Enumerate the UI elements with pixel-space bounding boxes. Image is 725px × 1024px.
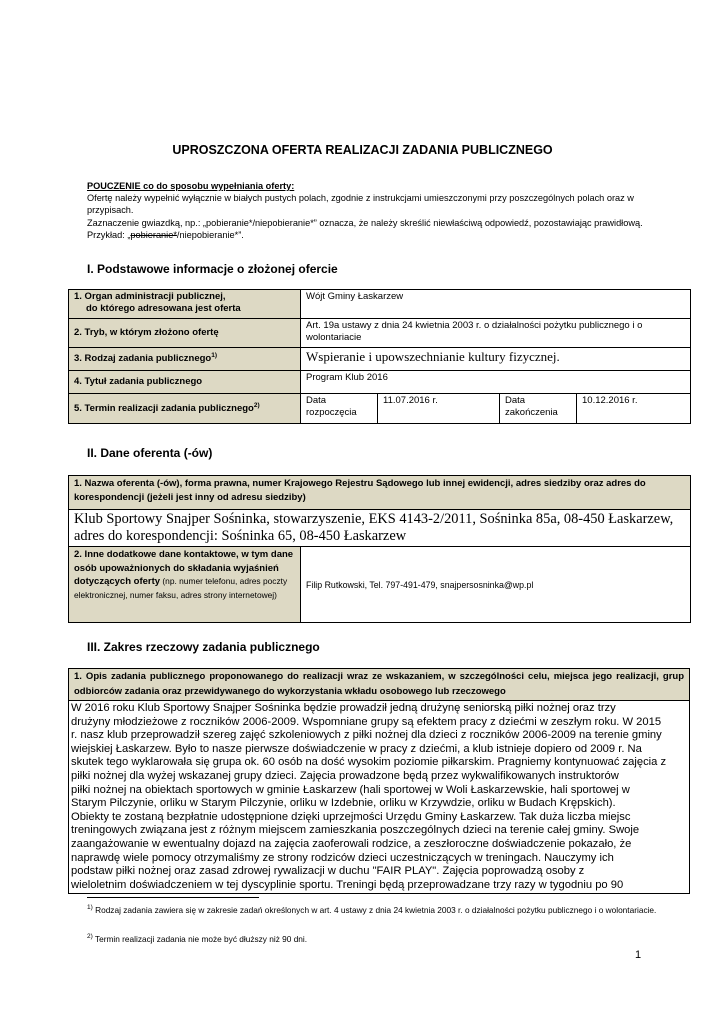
organ-label-a: 1. Organ administracji publicznej, [74,291,226,302]
table-row [69,319,691,348]
instructions-line2-end: /niepobieranie*”. [176,229,244,240]
section3-heading: III. Zakres rzeczowy zadania publicznego [87,640,320,654]
task-title-value[interactable]: Program Klub 2016 [301,371,691,394]
table-row [69,701,690,894]
contact-label [69,547,301,623]
instructions-line2 [87,217,649,241]
instructions-line2-text: Zaznaczenie gwiazdką, np.: „pobieranie*/niepobieranie*” oznacza, że należy skreślić niewłaściwą odpowiedź, pozostawiając prawidłową. Przykład: „ [87,217,643,240]
scope-table [68,668,690,894]
offeror-table [68,475,691,623]
page-number: 1 [635,949,642,961]
footnote-2-text: Termin realizacji zadania nie może być dłuższy niż 90 dni. [92,934,308,944]
task-type-label-text: 3. Rodzaj zadania publicznego [74,353,212,364]
task-title-label: 4. Tytuł zadania publicznego [69,371,301,394]
term-label [69,394,301,424]
task-description-value[interactable]: W 2016 roku Klub Sportowy Snajper Sośninka będzie prowadził jedną drużynę seniorską piłki nożnej oraz trzy drużyny młodzieżowe z roczników 2006-2009. Wspomniane grupy są efektem pracy z dziećmi w zeszłym roku. W 2015 r. nasz klub przeprowadził szereg zajęć szkoleniowych z piłki nożnej dla dzieci z roczników 2006-2009 na terenie gminy wiejskiej Łaskarzew. Było to nasze pierwsze doświadczenie w pracy z dziećmi, a klub istnieje dopiero od 2009 r. Na skutek tego wyklarowała się grupa ok. 60 osób na dość wysokim poziomie piłkarskim. Pragniemy kontynuować zajęcia z piłki nożnej dla wyżej wskazanej grupy dzieci. Zajęcia prowadzone będą przez wykwalifikowanych instruktorów piłki nożnej na obiektach sportowych w gminie Łaskarzew (hali sportowej w Woli Łaskarzewskie, hali sportowej w Starym Pilczynie, orliku w Starym Pilczynie, orliku w Izdebnie, orliku w Krzywdzie, orliku w Budach Krępskich). Obiekty te zostaną bezpłatnie udostępnione dzięki uprzejmości Urzędu Gminy Łaskarzew. Tak duża liczba miejsc treningowych związana jest z różnym miejscem zamieszkania poszczególnych dzieci na terenie całej gminy. Swoje zaangażowanie w ewentualny dojazd na zajęcia zaoferowali rodzice, a zeszłoroczne doświadczenie pokazało, że naprawdę wiele pomocy otrzymaliśmy ze strony rodziców dzieci uczestniczących w treningach. Nauczymy ich podstaw piłki nożnej oraz zasad zdrowej rywalizacji w duchu "FAIR PLAY". Zajęcia poprowadzą osoby z wieloletnim doświadczeniem w tej dyscyplinie sportu. Treningi będą przeprowadzane trzy razy w tygodniu po 90 [69,701,690,894]
organ-label [69,290,301,319]
contact-label-text: 2. Inne dodatkowe dane kontaktowe, w tym dane osób upoważnionych do składania wyjaśnień dotyczących oferty [74,549,294,587]
table-row [69,371,691,394]
section1-heading: I. Podstawowe informacje o złożonej ofercie [87,262,338,276]
footnote-1-text: Rodzaj zadania zawiera się w zakresie zadań określonych w art. 4 ustawy z dnia 24 kwietnia 2003 r. o działalności pożytku publicznego i o wolontariacie. [92,905,657,915]
footnote-separator [87,897,259,898]
table-row [69,394,691,424]
footnote-1 [87,904,662,916]
table-row [69,348,691,371]
footnote-ref-2: 2) [253,401,260,409]
section2-heading: II. Dane oferenta (-ów) [87,446,213,460]
table-row [69,669,690,701]
footnote-ref-1: 1) [211,351,218,359]
offeror-name-label: 1. Nazwa oferenta (-ów), forma prawna, numer Krajowego Rejestru Sądowego lub innej ewidencji, adres siedziby oraz adres do korespondencji (jeżeli jest inny od adresu siedziby) [69,476,691,510]
instructions-line1: Ofertę należy wypełnić wyłącznie w białych pustych polach, zgodnie z instrukcjami umieszczonymi przy poszczególnych polach oraz w przypisach. [87,193,634,216]
table-row [69,547,691,623]
term-label-text: 5. Termin realizacji zadania publicznego [74,402,254,414]
start-date-label: Data rozpoczęcia [301,394,378,424]
page-title: UPROSZCZONA OFERTA REALIZACJI ZADANIA PUBLICZNEGO [172,143,553,157]
mode-value[interactable]: Art. 19a ustawy z dnia 24 kwietnia 2003 r. o działalności pożytku publicznego i o wolontariacie [301,319,691,348]
offeror-name-value[interactable]: Klub Sportowy Snajper Sośninka, stowarzyszenie, EKS 4143-2/2011, Sośninka 85a, 08-450 Łaskarzew, adres do korespondencji: Sośninka 65, 08-450 Łaskarzew [69,510,691,547]
instructions-heading: POUCZENIE co do sposobu wypełniania oferty: [87,181,295,191]
footnote-1-mark: 1) [87,904,93,912]
organ-value[interactable]: Wójt Gminy Łaskarzew [301,290,691,319]
mode-label: 2. Tryb, w którym złożono ofertę [69,319,301,348]
contact-value[interactable]: Filip Rutkowski, Tel. 797-491-479, snajpersosninka@wp.pl [301,547,691,623]
start-date-value[interactable]: 11.07.2016 r. [378,394,500,424]
organ-label-b: do którego adresowana jest oferta [86,303,241,314]
contact-label-hint: (np. numer telefonu, adres poczty elektronicznej, numer faksu, adres strony internetowej) [74,576,288,600]
footnote-2 [87,933,662,945]
instructions-strike-example: pobieranie* [130,229,177,240]
table-row [69,290,691,319]
footnote-2-mark: 2) [87,933,93,941]
end-date-label: Data zakończenia [500,394,577,424]
task-description-label: 1. Opis zadania publicznego proponowanego do realizacji wraz ze wskazaniem, w szczególności celu, miejsca jego realizacji, grup odbiorców zadania oraz przewidywanego do wykorzystania wkładu osobowego lub rzeczowego [69,669,690,701]
end-date-value[interactable]: 10.12.2016 r. [577,394,691,424]
basic-info-table [68,289,691,424]
table-row [69,476,691,510]
task-type-value[interactable]: Wspieranie i upowszechnianie kultury fizycznej. [301,348,691,371]
table-row [69,510,691,547]
task-type-label [69,348,301,371]
instructions [87,180,649,241]
